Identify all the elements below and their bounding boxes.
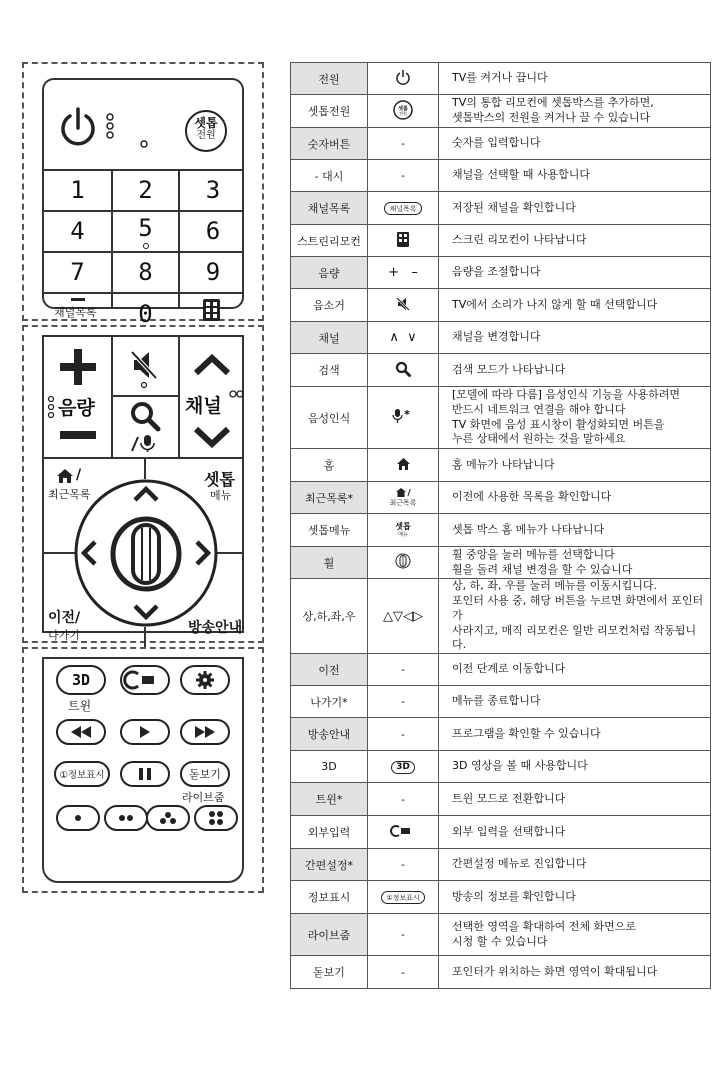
- digit-5-button[interactable]: 5: [138, 214, 153, 242]
- arrows: △▽◁▷: [368, 579, 439, 654]
- description-line: 상, 하, 좌, 우를 눌러 메뉴를 이동시킵니다.: [452, 579, 657, 592]
- recent-list-button[interactable]: 최근목록: [48, 488, 91, 501]
- wheel-icon: [368, 547, 439, 579]
- divider: [111, 395, 180, 397]
- divider: [44, 169, 242, 171]
- rewind-icon: [71, 726, 91, 738]
- description-cell: [439, 192, 711, 225]
- table-row: [291, 289, 711, 322]
- dash-cell: -: [368, 783, 439, 816]
- description-line: 스크린 리모컨이 나타납니다: [452, 233, 587, 247]
- button-name-cell: 상,하,좌,우: [291, 579, 368, 654]
- digit-4-button[interactable]: 4: [70, 217, 85, 245]
- dash-cell: -: [368, 654, 439, 686]
- 3d-icon: 3D: [368, 751, 439, 783]
- description-line: 휠을 돌려 채널 변경을 할 수 있습니다: [452, 562, 633, 576]
- description-line: 포인터 사용 중, 해당 버튼을 누르면 화면에서 포인터가: [452, 593, 704, 622]
- description-line: 메뉴를 종료합니다: [452, 694, 541, 708]
- description-cell: [439, 783, 711, 816]
- 3d-button[interactable]: 3D: [56, 665, 106, 695]
- guide-button[interactable]: 방송안내: [188, 620, 243, 636]
- svg-text:전원: 전원: [399, 110, 407, 116]
- description-cell: [439, 387, 711, 449]
- rewind-button[interactable]: [56, 719, 106, 745]
- description-line: 선택한 영역을 확대하여 전체 화면으로: [452, 919, 637, 933]
- dash-cell: -: [368, 128, 439, 160]
- plus-minus: + –: [368, 257, 439, 289]
- table-row: [291, 128, 711, 160]
- table-row: [291, 654, 711, 686]
- button-description-table: [290, 62, 711, 989]
- zoom-button[interactable]: 돋보기: [180, 761, 230, 787]
- description-line: 사라지고, 매직 리모컨은 일반 리모컨처럼 작동됩니다.: [452, 623, 697, 652]
- digit-9-button[interactable]: 9: [205, 258, 221, 286]
- home-icon: [368, 449, 439, 482]
- digit-2-button[interactable]: 2: [138, 176, 153, 204]
- description-cell: [439, 95, 711, 128]
- twin-label[interactable]: 트윈: [68, 699, 92, 713]
- mute-icon: [368, 289, 439, 322]
- dash-cell: -: [368, 849, 439, 881]
- remote-section-navigation: [22, 325, 264, 643]
- dash-cell: -: [368, 718, 439, 751]
- description-cell: [439, 914, 711, 956]
- description-line: 이전에 사용한 목록을 확인합니다: [452, 490, 612, 504]
- digit-3-button[interactable]: 3: [205, 176, 221, 204]
- button-name-cell: - 대시: [291, 160, 368, 192]
- screen-remote-icon[interactable]: [200, 298, 224, 322]
- description-line: 이전 단계로 이동합니다: [452, 662, 566, 676]
- info-icon: ①정보표시: [368, 881, 439, 914]
- led-dots-icon: [104, 112, 164, 152]
- table-row: [291, 63, 711, 95]
- description-cell: [439, 63, 711, 95]
- description-line: TV 화면에 음성 표시창이 활성화되면 버튼을: [452, 417, 665, 431]
- description-line: 채널을 선택할 때 사용합니다: [452, 168, 591, 182]
- mute-icon[interactable]: [130, 349, 160, 389]
- remote-body-top: [42, 78, 244, 328]
- power-label: 전원: [196, 130, 216, 141]
- recent-icon: / 최근목록: [368, 482, 439, 514]
- four-dot-button[interactable]: [194, 805, 238, 831]
- button-name-cell: 외부입력: [291, 816, 368, 849]
- table-row: [291, 547, 711, 579]
- description-line: 트윈 모드로 전환합니다: [452, 791, 566, 805]
- back-button[interactable]: 이전/: [48, 610, 81, 626]
- button-name-cell: 검색: [291, 354, 368, 387]
- digit-1-button[interactable]: 1: [70, 176, 85, 204]
- button-name-cell: 정보표시: [291, 881, 368, 914]
- divider: [44, 457, 242, 459]
- settop-power-icon: [368, 95, 439, 128]
- tactile-dot: [143, 243, 149, 249]
- description-line: 셋톱 박스 홈 메뉴가 나타납니다: [452, 522, 605, 536]
- description-line: 채널을 변경합니다: [452, 330, 541, 344]
- down-arrow-icon[interactable]: [132, 603, 160, 621]
- button-name-cell: 나가기*: [291, 686, 368, 718]
- description-cell: [439, 956, 711, 989]
- power-icon: [368, 63, 439, 95]
- table-row: [291, 449, 711, 482]
- description-line: 음량을 조절합니다: [452, 265, 541, 279]
- one-dot-icon: [68, 813, 88, 823]
- screen-remote-icon: [368, 225, 439, 257]
- settop-label: 셋톱: [194, 116, 218, 130]
- input-icon: [368, 816, 439, 849]
- table-row: [291, 686, 711, 718]
- description-cell: [439, 289, 711, 322]
- table-row: [291, 354, 711, 387]
- description-line: 프로그램을 확인할 수 있습니다: [452, 726, 601, 740]
- button-name-cell: 셋톱메뉴: [291, 514, 368, 547]
- four-dot-icon: [206, 810, 226, 826]
- one-dot-button[interactable]: [56, 805, 100, 831]
- fast-forward-icon: [195, 726, 215, 738]
- table-row: [291, 514, 711, 547]
- description-cell: [439, 160, 711, 192]
- volume-down-icon[interactable]: [58, 429, 98, 441]
- remote-body-bottom: [42, 657, 244, 883]
- up-arrow-icon[interactable]: [132, 485, 160, 503]
- table-row: [291, 751, 711, 783]
- remote-body-middle: [42, 335, 244, 642]
- remote-section-numbers: [22, 62, 264, 328]
- table-body: [291, 63, 711, 989]
- table-row: [291, 257, 711, 289]
- table-row: [291, 95, 711, 128]
- description-line: [모델에 따라 다름] 음성인식 기능을 사용하려면: [452, 387, 680, 401]
- button-name-cell: 전원: [291, 63, 368, 95]
- volume-up-icon[interactable]: [58, 347, 98, 387]
- settings-button[interactable]: [180, 665, 230, 695]
- description-cell: [439, 579, 711, 654]
- dash-cell: -: [368, 914, 439, 956]
- search-mic-icon[interactable]: [128, 401, 164, 453]
- channel-down-icon[interactable]: [192, 425, 232, 449]
- description-line: 포인터가 위치하는 화면 영역이 확대됩니다: [452, 964, 658, 978]
- button-name-cell: 3D: [291, 751, 368, 783]
- svg-text:셋톱: 셋톱: [398, 105, 408, 112]
- description-line: TV에서 소리가 나지 않게 할 때 선택합니다: [452, 297, 658, 311]
- description-line: 홈 메뉴가 나타납니다: [452, 457, 555, 471]
- button-name-cell: 음소거: [291, 289, 368, 322]
- two-dot-icon: [116, 813, 136, 823]
- dash-cell: -: [368, 686, 439, 718]
- table-row: [291, 914, 711, 956]
- description-line: 시청 할 수 있습니다: [452, 934, 548, 948]
- description-line: 반드시 네트워크 연결을 해야 합니다: [452, 402, 626, 416]
- description-line: 3D 영상을 볼 때 사용합니다: [452, 759, 588, 773]
- description-cell: [439, 257, 711, 289]
- description-cell: [439, 881, 711, 914]
- description-cell: [439, 654, 711, 686]
- button-name-cell: 홈: [291, 449, 368, 482]
- description-line: 셋톱박스의 전원을 켜거나 끌 수 있습니다: [452, 111, 651, 124]
- table-row: [291, 160, 711, 192]
- description-cell: [439, 547, 711, 579]
- divider: [44, 210, 242, 212]
- three-dot-icon: [158, 811, 178, 825]
- button-name-cell: 방송안내: [291, 718, 368, 751]
- divider: [44, 292, 242, 294]
- up-down-chevron: ∧ ∨: [368, 322, 439, 354]
- button-name-cell: 트윈*: [291, 783, 368, 816]
- search-icon: [368, 354, 439, 387]
- button-name-cell: 셋톱전원: [291, 95, 368, 128]
- divider: [44, 251, 242, 253]
- table-row: [291, 482, 711, 514]
- description-line: TV를 켜거나 끕니다: [452, 71, 548, 85]
- dash-icon: [71, 298, 85, 301]
- digit-0-button[interactable]: 0: [138, 300, 153, 328]
- button-name-cell: 스트린리모컨: [291, 225, 368, 257]
- button-name-cell: 채널목록: [291, 192, 368, 225]
- settop-menu-icon: 셋톱 메뉴: [368, 514, 439, 547]
- right-arrow-icon[interactable]: [194, 539, 212, 567]
- table-row: [291, 718, 711, 751]
- table-row: [291, 849, 711, 881]
- description-line: 저장된 채널을 확인합니다: [452, 200, 576, 214]
- button-name-cell: 숫자버튼: [291, 128, 368, 160]
- button-name-cell: 최근목록*: [291, 482, 368, 514]
- table-row: [291, 956, 711, 989]
- description-cell: [439, 718, 711, 751]
- description-cell: [439, 816, 711, 849]
- slash: /: [76, 467, 82, 483]
- settop-power-button[interactable]: [185, 110, 227, 152]
- exit-label[interactable]: 나가기: [48, 629, 80, 642]
- channel-label: 채널: [185, 395, 222, 417]
- description-line: 검색 모드가 나타납니다: [452, 362, 566, 376]
- table-row: [291, 579, 711, 654]
- digit-7-button[interactable]: 7: [70, 258, 85, 286]
- table-row: [291, 322, 711, 354]
- dash-cell: -: [368, 956, 439, 989]
- input-icon: [132, 670, 158, 690]
- pause-button[interactable]: [120, 761, 170, 787]
- gear-icon: [196, 671, 214, 689]
- table-row: [291, 192, 711, 225]
- channel-list-icon: 채널목록: [368, 192, 439, 225]
- button-name-cell: 이전: [291, 654, 368, 686]
- settop-menu-button[interactable]: 셋톱: [204, 470, 235, 489]
- live-zoom-label: 라이브줌: [182, 791, 225, 804]
- mic-icon: [368, 387, 439, 449]
- fast-forward-button[interactable]: [180, 719, 230, 745]
- description-cell: [439, 514, 711, 547]
- button-name-cell: 라이브줌: [291, 914, 368, 956]
- description-cell: [439, 686, 711, 718]
- description-cell: [439, 449, 711, 482]
- three-dot-button[interactable]: [146, 805, 190, 831]
- dash-cell: -: [368, 160, 439, 192]
- divider: [111, 337, 113, 457]
- voice-dots-icon: [228, 389, 246, 399]
- info-button[interactable]: ①정보표시: [54, 761, 110, 787]
- divider: [178, 337, 180, 457]
- input-button[interactable]: [120, 665, 170, 695]
- description-line: 외부 입력을 선택합니다: [452, 824, 566, 838]
- power-icon[interactable]: [58, 106, 98, 150]
- description-cell: [439, 322, 711, 354]
- description-line: TV의 통합 리모컨에 셋톱박스를 추가하면,: [452, 96, 654, 110]
- channel-list-button[interactable]: 채널목록: [54, 306, 97, 319]
- button-name-cell: 음량: [291, 257, 368, 289]
- wheel-icon[interactable]: [110, 516, 182, 592]
- description-cell: [439, 354, 711, 387]
- play-button[interactable]: [120, 719, 170, 745]
- volume-label: 음량: [58, 397, 95, 419]
- button-name-cell: 채널: [291, 322, 368, 354]
- description-cell: [439, 482, 711, 514]
- digit-6-button[interactable]: 6: [205, 217, 221, 245]
- play-icon: [140, 726, 150, 738]
- table-row: [291, 225, 711, 257]
- settop-menu-sublabel: 메뉴: [210, 489, 232, 502]
- description-line: 방송의 정보를 확인합니다: [452, 889, 576, 903]
- description-cell: [439, 751, 711, 783]
- description-cell: [439, 849, 711, 881]
- button-name-cell: 휠: [291, 547, 368, 579]
- digit-8-button[interactable]: 8: [138, 258, 153, 286]
- remote-section-functions: [22, 647, 264, 893]
- description-line: 간편설정 메뉴로 진입합니다: [452, 857, 587, 871]
- description-line: 휠 중앙을 눌러 메뉴를 선택합니다: [452, 547, 615, 561]
- table-row: [291, 816, 711, 849]
- description-line: 누른 상태에서 원하는 것을 말하세요: [452, 432, 626, 446]
- table-row: [291, 387, 711, 449]
- description-line: 숫자를 입력합니다: [452, 136, 541, 150]
- svg-text:*: *: [404, 408, 410, 421]
- table-row: [291, 881, 711, 914]
- button-name-cell: 간편설정*: [291, 849, 368, 881]
- pause-icon: [139, 768, 151, 780]
- description-cell: [439, 128, 711, 160]
- table-row: [291, 783, 711, 816]
- channel-up-icon[interactable]: [192, 353, 232, 377]
- two-dot-button[interactable]: [104, 805, 148, 831]
- left-arrow-icon[interactable]: [80, 539, 98, 567]
- description-cell: [439, 225, 711, 257]
- button-name-cell: 돋보기: [291, 956, 368, 989]
- button-name-cell: 음성인식: [291, 387, 368, 449]
